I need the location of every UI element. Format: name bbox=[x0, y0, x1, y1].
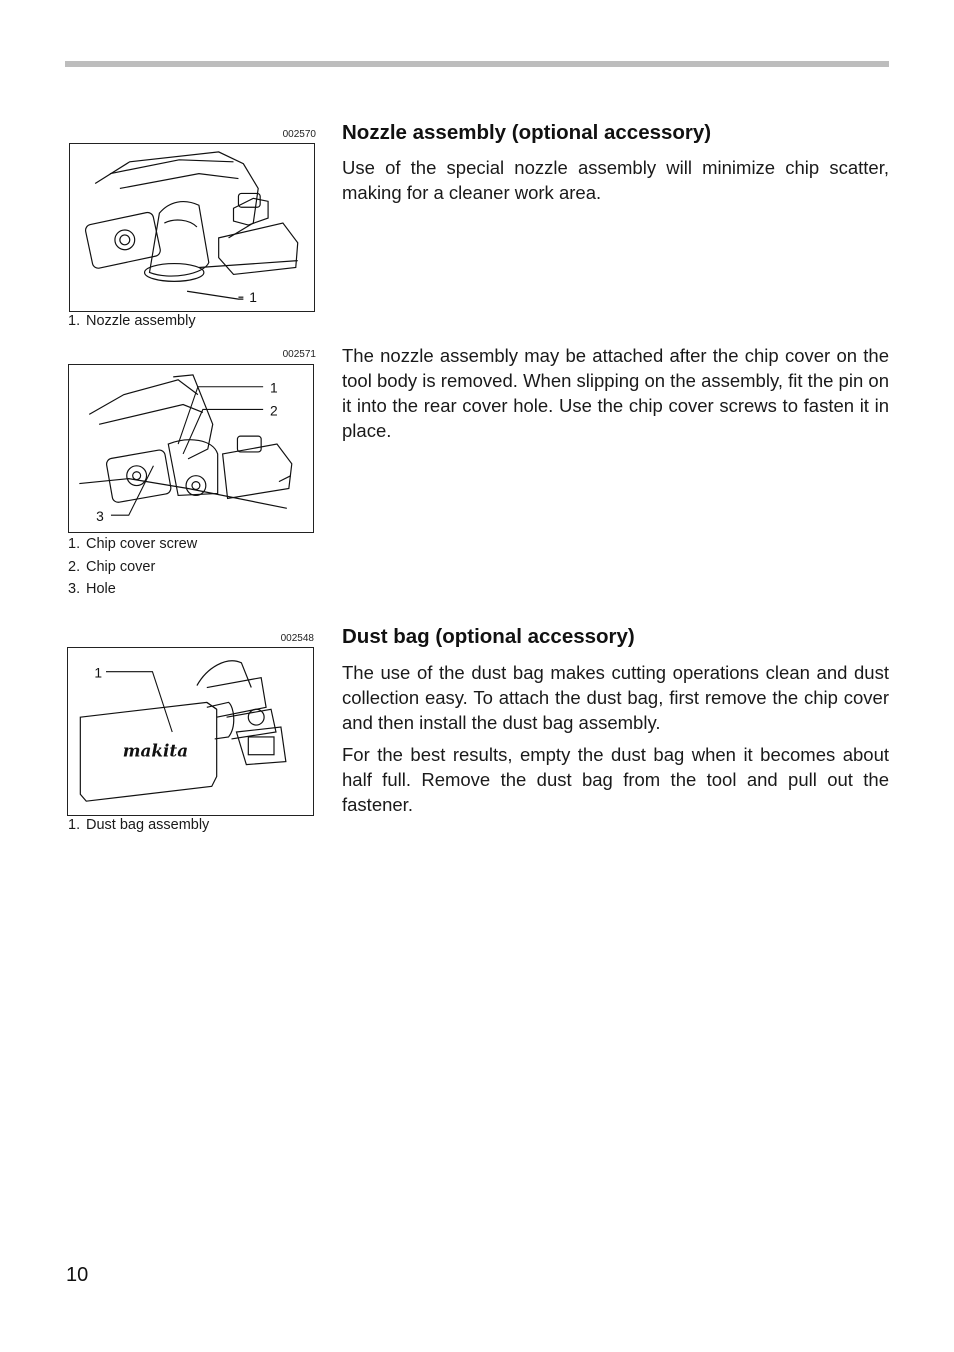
legend-item: 1. Nozzle assembly bbox=[68, 313, 196, 329]
figure-legend bbox=[68, 814, 209, 837]
section-heading: Nozzle assembly (optional accessory) bbox=[342, 121, 712, 144]
figure-code: 002548 bbox=[280, 633, 314, 644]
figure-legend bbox=[68, 533, 197, 601]
chip-cover-illustration bbox=[68, 364, 314, 533]
figure-code: 002570 bbox=[282, 129, 316, 140]
figure-code: 002571 bbox=[282, 349, 316, 360]
dust-bag-illustration bbox=[67, 647, 314, 816]
callout-1: 1 bbox=[270, 379, 278, 396]
callout-1: 1 bbox=[249, 289, 258, 306]
header-rule bbox=[65, 61, 889, 67]
legend-item: 3. Hole bbox=[68, 581, 116, 597]
legend-item: 1. Chip cover screw bbox=[68, 536, 198, 552]
page-number: 10 bbox=[66, 1264, 89, 1286]
legend-item: 2. Chip cover bbox=[68, 558, 156, 575]
figure-legend bbox=[68, 310, 196, 333]
section-paragraph: For the best results, empty the dust bag when it becomes about half full. Remove the dust bag from the tool and pull out the fastener. bbox=[342, 744, 889, 815]
section-heading: Dust bag (optional accessory) bbox=[342, 625, 635, 648]
legend-item: 1. Dust bag assembly bbox=[68, 817, 210, 833]
callout-3: 3 bbox=[96, 508, 104, 525]
callout-2: 2 bbox=[270, 402, 278, 419]
callout-1: 1 bbox=[94, 664, 103, 681]
section-paragraph: The nozzle assembly may be attached after the chip cover on the tool body is removed. When slipping on the assembly, fit the pin on it into the rear cover hole. Use the chip cover screws to fasten it in place. bbox=[342, 345, 889, 441]
brand-logo: makita bbox=[122, 740, 189, 761]
nozzle-assembly-illustration bbox=[69, 143, 315, 312]
section-paragraph: Use of the special nozzle assembly will minimize chip scatter, making for a cleaner work area. bbox=[342, 157, 889, 203]
section-paragraph: The use of the dust bag makes cutting operations clean and dust collection easy. To attach the dust bag, first remove the chip cover and then install the dust bag assembly. bbox=[342, 662, 889, 733]
